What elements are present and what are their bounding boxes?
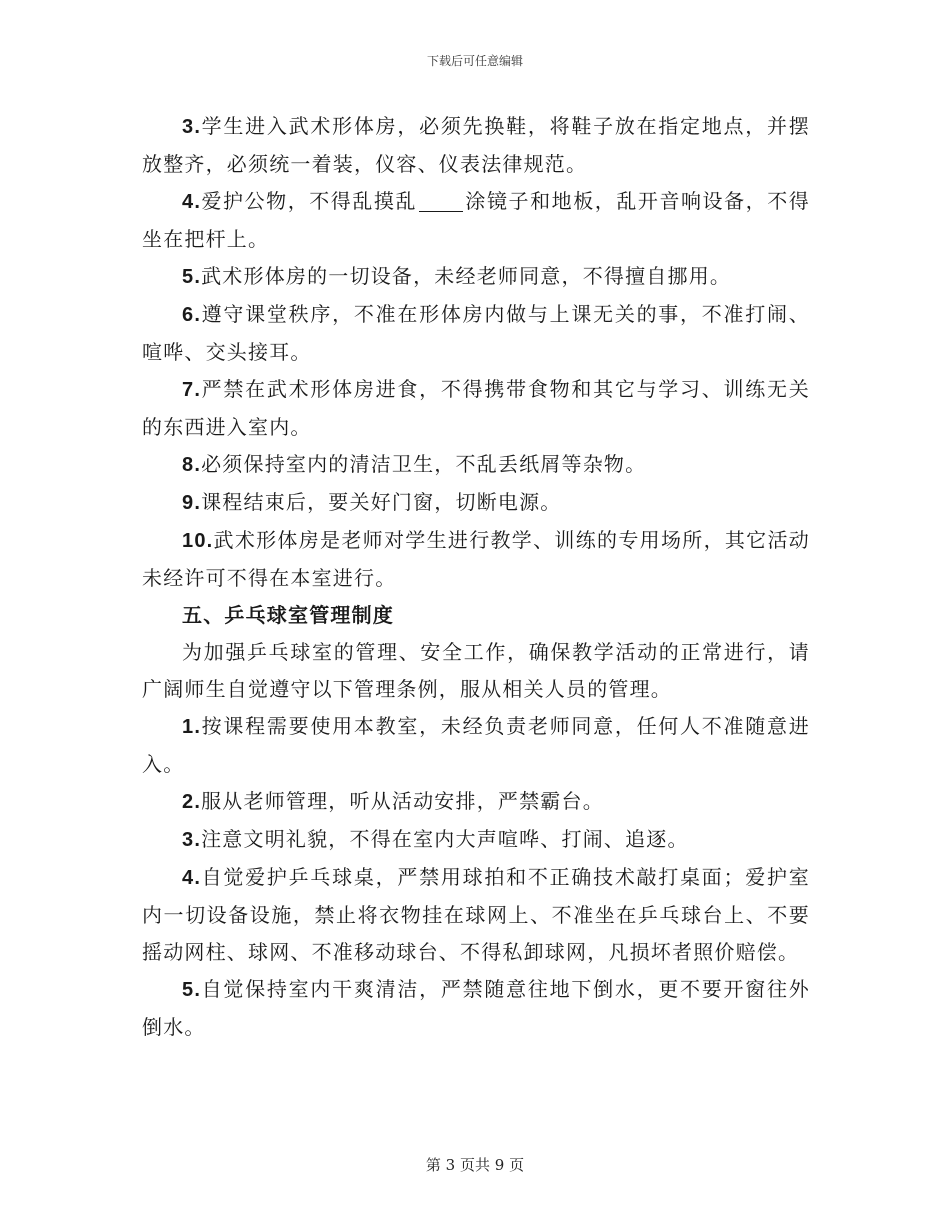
section-heading: 五、乒乓球室管理制度	[182, 603, 394, 627]
item-number: 5.	[182, 266, 202, 288]
item-number: 1.	[182, 716, 202, 738]
item-text: 爱护公物，不得乱摸乱	[201, 189, 418, 213]
pingpong-rule-3	[142, 821, 810, 859]
item-number: 7.	[182, 379, 202, 401]
item-text: 遵守课堂秩序，不准在形体房内做与上课无关的事，不准打闹、喧哗、交头接耳。	[142, 302, 810, 364]
rule-item-4	[142, 183, 810, 258]
item-number: 5.	[182, 979, 202, 1001]
page-footer: 第 3 页共 9 页	[425, 1156, 525, 1174]
item-number: 2.	[182, 791, 202, 813]
page-header: 下载后可任意编辑	[426, 54, 523, 68]
pingpong-rule-2	[142, 783, 810, 821]
rule-item-9	[142, 484, 810, 522]
rule-item-5	[142, 258, 810, 296]
item-text: 服从老师管理，听从活动安排，严禁霸台。	[201, 789, 604, 813]
item-text: 必须保持室内的清洁卫生，不乱丢纸屑等杂物。	[201, 452, 647, 476]
item-number: 6.	[182, 304, 202, 326]
item-text: 严禁在武术形体房进食，不得携带食物和其它与学习、训练无关的东西进入室内。	[142, 377, 810, 439]
item-text: 课程结束后，要关好门窗，切断电源。	[201, 490, 562, 514]
item-text: 按课程需要使用本教室，未经负责老师同意，任何人不准随意进入。	[142, 714, 810, 776]
rule-item-7	[142, 371, 810, 446]
item-number: 3.	[182, 829, 202, 851]
item-text: 学生进入武术形体房，必须先换鞋，将鞋子放在指定地点，并摆放整齐，必须统一着装，仪容、仪表法律规范。	[142, 114, 810, 176]
pingpong-rule-4	[142, 859, 810, 971]
item-text: 涂镜子和地板，乱开音响设备，不得坐在把杆上。	[142, 189, 810, 251]
item-number: 3.	[182, 116, 202, 138]
item-text: 武术形体房的一切设备，未经老师同意，不得擅自挪用。	[201, 264, 732, 288]
section-intro: 为加强乒乓球室的管理、安全工作，确保教学活动的正常进行，请广阔师生自觉遵守以下管理条例，服从相关人员的管理。	[142, 640, 810, 701]
rule-item-8	[142, 446, 810, 484]
item-number: 8.	[182, 454, 202, 476]
rule-item-3	[142, 108, 810, 183]
pingpong-rule-5	[142, 971, 810, 1046]
item-number: 10.	[182, 530, 214, 552]
item-text: 注意文明礼貌，不得在室内大声喧哗、打闹、追逐。	[201, 827, 689, 851]
item-number: 4.	[182, 867, 202, 889]
document-body	[142, 108, 810, 1046]
item-number: 4.	[182, 191, 202, 213]
item-text: 自觉爱护乒乓球桌，严禁用球拍和不正确技术敲打桌面；爱护室内一切设备设施，禁止将衣物挂在球网上、不准坐在乒乓球台上、不要摇动网柱、球网、不准移动球台、不得私卸球网，凡损坏者照价赔偿。	[142, 865, 810, 964]
pingpong-rule-1	[142, 708, 810, 783]
item-text: 武术形体房是老师对学生进行教学、训练的专用场所，其它活动未经许可不得在本室进行。	[142, 528, 810, 590]
item-number: 9.	[182, 492, 202, 514]
item-text: 自觉保持室内干爽清洁，严禁随意往地下倒水，更不要开窗往外倒水。	[142, 977, 810, 1039]
fill-in-blank	[419, 189, 463, 212]
rule-item-6	[142, 296, 810, 371]
rule-item-10	[142, 522, 810, 597]
